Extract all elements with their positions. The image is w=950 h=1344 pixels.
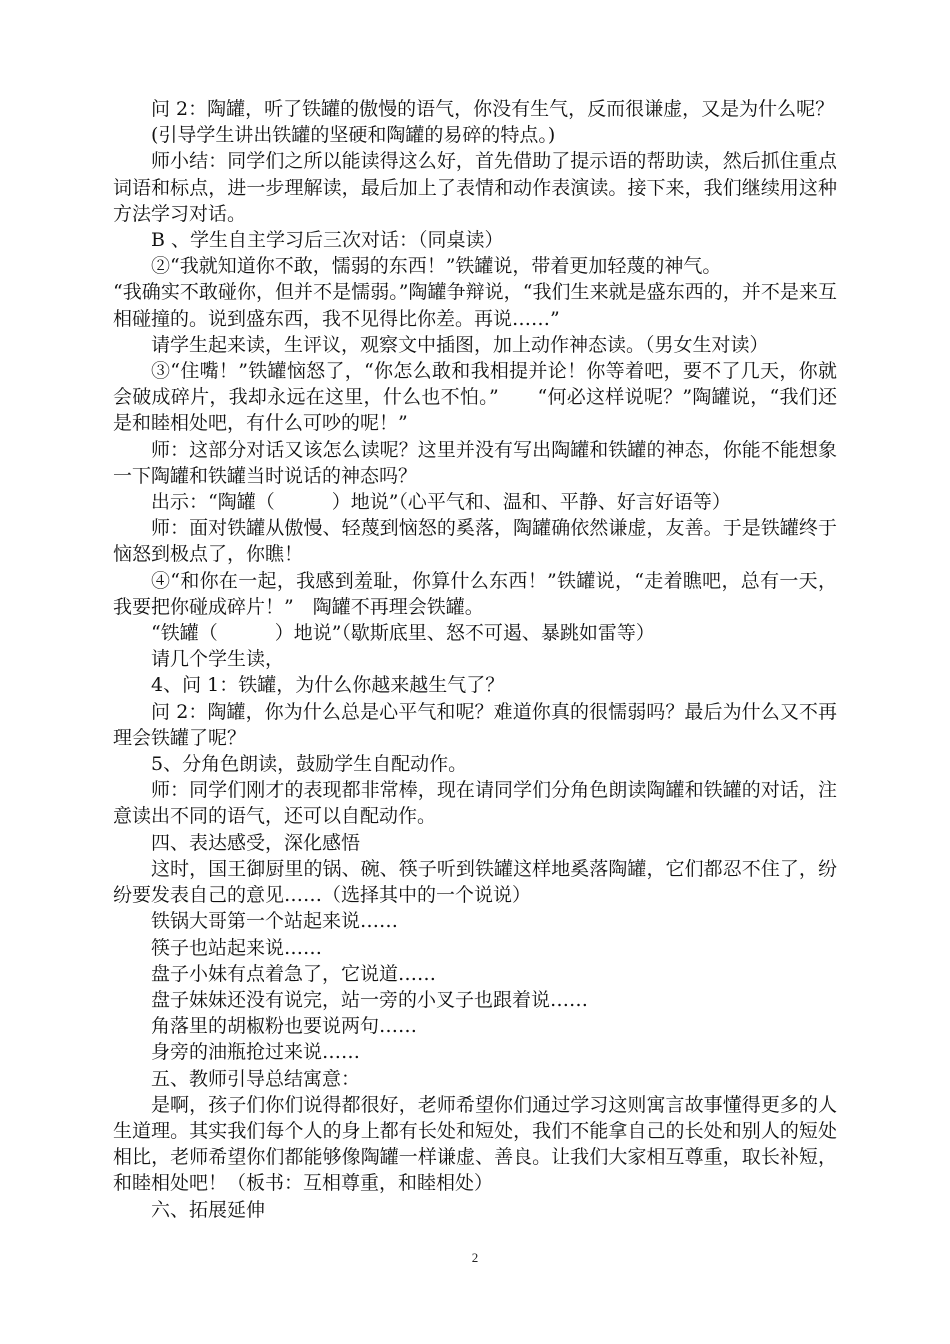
paragraph: 问 2：陶罐，你为什么总是心平气和呢？难道你真的很懦弱吗？最后为什么又不再理会铁罐了呢？ bbox=[113, 700, 837, 749]
paragraph: (引导学生讲出铁罐的坚硬和陶罐的易碎的特点。) bbox=[151, 124, 556, 147]
paragraph: “铁罐（ ）地说”（歇斯底里、怒不可遏、暴跳如雷等） bbox=[151, 622, 655, 645]
paragraph: 是啊，孩子们你们说得都很好，老师希望你们通过学习这则寓言故事懂得更多的人生道理。其实我们每个人的身上都有长处和短处，我们不能拿自己的长处和别人的短处相比，老师希望你们都能够像陶罐一样谦虚、善良。让我们大家相互尊重，取长补短，和睦相处吧！（板书：互相尊重，和睦相处） bbox=[113, 1093, 837, 1195]
document-body bbox=[113, 96, 837, 1223]
paragraph: 盘子小妹有点着急了，它说道…… bbox=[151, 962, 437, 985]
paragraph: “我确实不敢碰你，但并不是懦弱。”陶罐争辩说，“我们生来就是盛东西的，并不是来互相碰撞的。说到盛东西，我不见得比你差。再说……” bbox=[113, 281, 837, 330]
paragraph: 4、问 1：铁罐，为什么你越来越生气了？ bbox=[151, 674, 505, 697]
paragraph: 师小结：同学们之所以能读得这么好，首先借助了提示语的帮助读，然后抓住重点词语和标点，进一步理解读，最后加上了表情和动作表演读。接下来，我们继续用这种方法学习对话。 bbox=[113, 150, 837, 225]
paragraph: 出示：“陶罐（ ）地说”（心平气和、温和、平静、好言好语等） bbox=[151, 491, 731, 514]
paragraph: ③“住嘴！”铁罐恼怒了，“你怎么敢和我相提并论！你等着吧，要不了几天，你就会破成碎片，我却永远在这里，什么也不怕。” “何必这样说呢？”陶罐说，“我们还是和睦相处吧，有什么可吵的呢！” bbox=[113, 360, 837, 435]
paragraph: 铁锅大哥第一个站起来说…… bbox=[151, 910, 399, 933]
paragraph: 筷子也站起来说…… bbox=[151, 936, 323, 959]
section-heading: 四、表达感受，深化感悟 bbox=[151, 831, 361, 854]
paragraph: 盘子妹妹还没有说完，站一旁的小叉子也跟着说…… bbox=[151, 988, 589, 1011]
paragraph: 5、分角色朗读，鼓励学生自配动作。 bbox=[151, 753, 468, 776]
paragraph: ④“和你在一起，我感到羞耻，你算什么东西！”铁罐说，“走着瞧吧，总有一天，我要把你碰成碎片！” 陶罐不再理会铁罐。 bbox=[113, 569, 837, 618]
paragraph: 这时，国王御厨里的锅、碗、筷子听到铁罐这样地奚落陶罐，它们都忍不住了，纷纷要发表自己的意见……（选择其中的一个说说） bbox=[113, 857, 837, 907]
page-number: 2 bbox=[471, 1250, 479, 1265]
paragraph: ②“我就知道你不敢，懦弱的东西！”铁罐说，带着更加轻蔑的神气。 bbox=[151, 255, 722, 278]
paragraph: B 、学生自主学习后三次对话：（同桌读） bbox=[151, 229, 504, 252]
paragraph: 师：这部分对话又该怎么读呢？这里并没有写出陶罐和铁罐的神态，你能不能想象一下陶罐和铁罐当时说话的神态吗？ bbox=[113, 438, 837, 487]
section-heading: 五、教师引导总结寓意： bbox=[151, 1067, 361, 1090]
paragraph: 问 2：陶罐，听了铁罐的傲慢的语气，你没有生气，反而很谦虚，又是为什么呢？ bbox=[151, 98, 835, 120]
paragraph: 身旁的油瓶抢过来说…… bbox=[151, 1041, 361, 1064]
paragraph: 请几个学生读， bbox=[151, 648, 285, 671]
paragraph: 师：面对铁罐从傲慢、轻蔑到恼怒的奚落，陶罐确依然谦虚，友善。于是铁罐终于恼怒到极点了，你瞧！ bbox=[113, 517, 837, 566]
paragraph: 请学生起来读，生评议，观察文中插图，加上动作神态读。（男女生对读） bbox=[151, 333, 769, 356]
section-heading: 六、拓展延伸 bbox=[151, 1198, 266, 1221]
paragraph: 角落里的胡椒粉也要说两句…… bbox=[151, 1015, 418, 1038]
paragraph: 师：同学们刚才的表现都非常棒，现在请同学们分角色朗读陶罐和铁罐的对话，注意读出不同的语气，还可以自配动作。 bbox=[113, 779, 837, 828]
